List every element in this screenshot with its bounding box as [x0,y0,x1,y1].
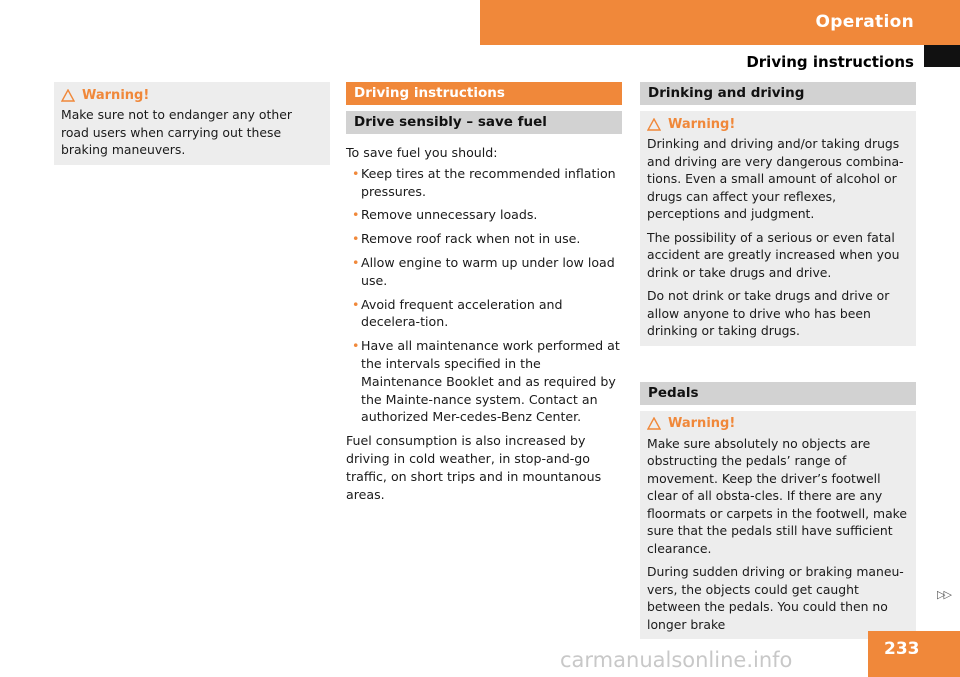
page-number-box [868,631,960,677]
intro-text: To save fuel you should: [346,145,498,160]
warning-text: Drinking and driving and/or taking drugs and driving are very dangerous combina-tions. Even a small amount of alcohol or drugs can affect your reflexes, perceptions and judgment. [647,136,904,221]
fuel-tips-list [346,165,622,426]
section-title: Operation [815,12,914,32]
warning-title: Warning! [61,86,323,104]
warning-triangle-icon [61,89,75,102]
column-middle [346,82,622,503]
warning-text: Make sure not to endanger any other road users when carrying out these braking maneuvers. [61,107,292,157]
header-tab [480,0,960,45]
section-heading: Driving instructions [346,82,622,105]
pedals-heading: Pedals [640,382,916,405]
continue-arrow-icon: ▷▷ [937,588,950,601]
warning-box-pedals [640,411,916,640]
warning-text: The possibility of a serious or even fatal accident are greatly increased when you drink or take drugs and drive. [647,229,900,280]
warning-box-braking [54,82,330,165]
warning-triangle-icon [647,417,661,430]
drinking-heading: Drinking and driving [640,82,916,105]
outro-text: Fuel consumption is also increased by driving in cold weather, in stop-and-go traffic, on short trips and in mountanous areas. [346,433,602,502]
list-item: • Allow engine to warm up under low load use. [352,254,622,290]
list-item: • Avoid frequent acceleration and decelera-tion. [352,296,622,332]
warning-title: Warning! [647,115,909,133]
page-number: 233 [884,639,920,659]
list-item: • Remove roof rack when not in use. [352,230,622,248]
warning-box-drinking [640,111,916,346]
subsection-title: Driving instructions [746,53,914,71]
list-item: • Remove unnecessary loads. [352,206,622,224]
warning-triangle-icon [647,118,661,131]
header-marker-block [924,45,960,67]
warning-text: During sudden driving or braking maneu-vers, the objects could get caught between the pedals. You could then no longer brake [647,564,904,632]
subsection-heading: Drive sensibly – save fuel [346,111,622,134]
column-left [54,82,330,165]
watermark: carmanualsonline.info [560,648,793,672]
column-right [640,82,916,639]
list-item: • Have all maintenance work performed at the intervals specified in the Maintenance Booklet and as required by the Mainte-nance system. Contact an authorized Mer-cedes-Benz Center. [352,337,622,426]
warning-text: Make sure absolutely no objects are obstructing the pedals’ range of movement. Keep the driver’s footwell clear of all obsta-cles. If there are any floormats or carpets in the footwell, make sure that the pedals still have sufficient clearance. [647,435,908,556]
warning-text: Do not drink or take drugs and drive or allow anyone to drive who has been drinking or taking drugs. [647,288,890,338]
list-item: • Keep tires at the recommended inflation pressures. [352,165,622,201]
warning-title: Warning! [647,415,909,433]
fuel-tips-text [346,144,622,503]
